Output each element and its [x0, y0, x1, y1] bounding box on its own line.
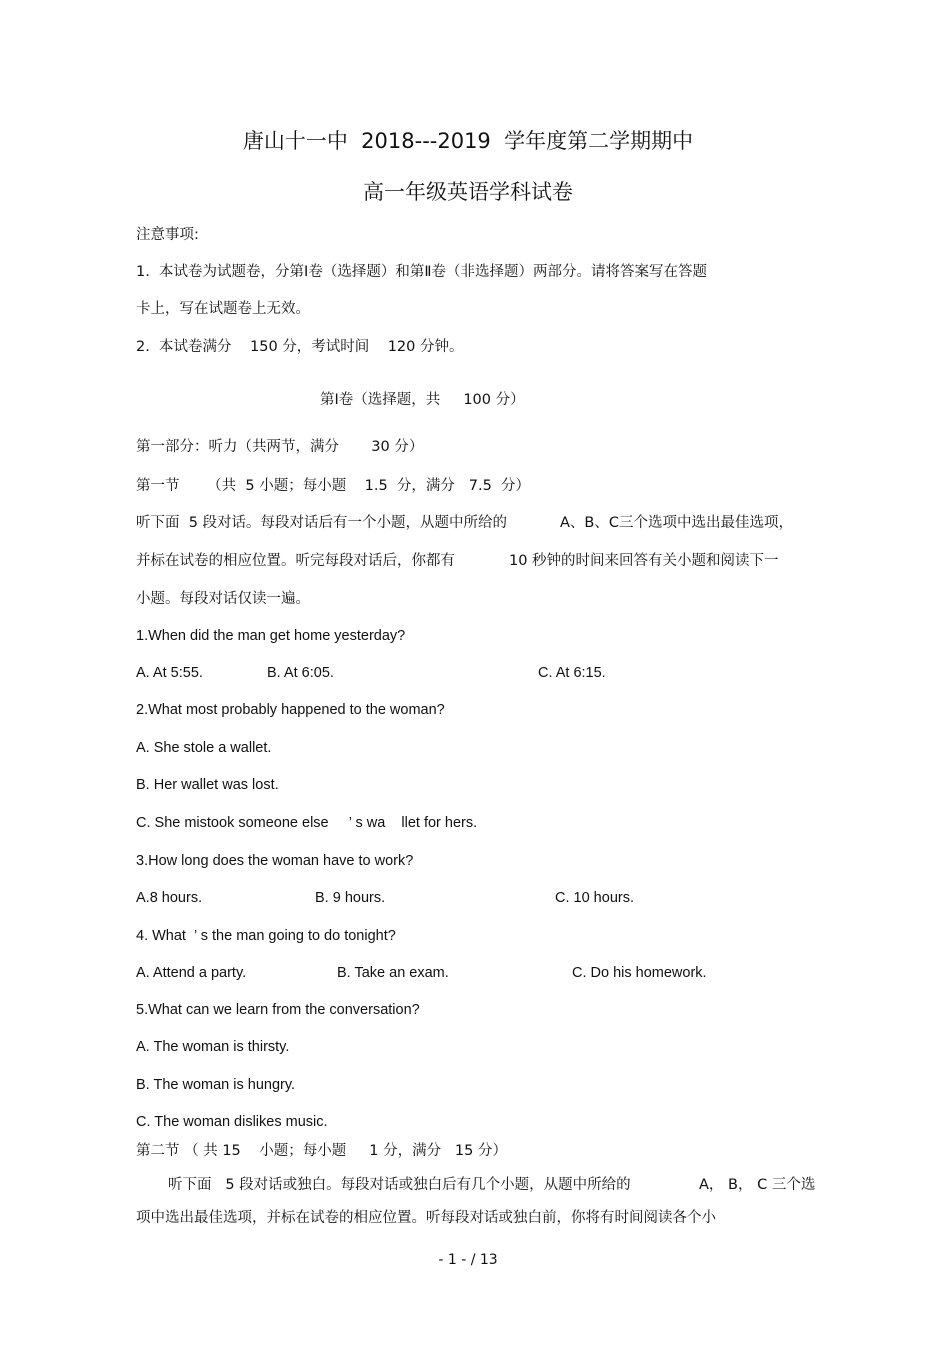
- question-5-option-a: A. The woman is thirsty.: [136, 1039, 290, 1055]
- section-1-heading: 第一节 （共 5 小题；每小题 1.5 分，满分 7.5 分）: [136, 478, 531, 494]
- question-3-option-c: C. 10 hours.: [555, 890, 634, 906]
- question-2-stem: 2.What most probably happened to the woman?: [136, 702, 445, 718]
- section-2-heading: 第二节 （ 共 15 小题；每小题 1 分，满分 15 分）: [136, 1143, 507, 1159]
- instructions-line-1a: 听下面 5 段对话。每段对话后有一个小题，从题中所给的: [136, 515, 508, 531]
- section-2-instructions-line-2: 项中选出最佳选项，并标在试卷的相应位置。听每段对话或独白前，你将有时间阅读各个小: [136, 1210, 716, 1226]
- exam-subtitle: 高一年级英语学科试卷: [363, 180, 573, 204]
- question-3-stem: 3.How long does the woman have to work?: [136, 853, 414, 869]
- question-1-option-c: C. At 6:15.: [538, 665, 606, 681]
- volume-1-heading: 第Ⅰ卷（选择题，共 100 分）: [320, 392, 525, 408]
- section-2-instructions-line-1b: A， B， C 三个选: [699, 1177, 816, 1193]
- question-1-option-a: A. At 5:55.: [136, 665, 203, 681]
- notes-item-1-line-2: 卡上，写在试题卷上无效。: [136, 301, 310, 317]
- notes-item-2: 2. 本试卷满分 150 分，考试时间 120 分钟。: [136, 339, 464, 355]
- question-2-option-c: C. She mistook someone else ’ s wa llet for hers.: [136, 815, 478, 831]
- section-2-instructions-line-1a: 听下面 5 段对话或独白。每段对话或独白后有几个小题，从题中所给的: [168, 1177, 631, 1193]
- instructions-line-1b: A、B、C三个选项中选出最佳选项，: [560, 515, 793, 531]
- page-number: - 1 - / 13: [438, 1252, 498, 1268]
- exam-title: 唐山十一中 2018---2019 学年度第二学期期中: [242, 129, 694, 153]
- notes-heading: 注意事项:: [136, 227, 199, 243]
- question-5-option-b: B. The woman is hungry.: [136, 1077, 296, 1093]
- notes-item-1-line-1: 1. 本试卷为试题卷，分第Ⅰ卷（选择题）和第Ⅱ卷（非选择题）两部分。请将答案写在答题: [136, 264, 707, 280]
- question-2-option-a: A. She stole a wallet.: [136, 740, 272, 756]
- part-1-heading: 第一部分：听力（共两节，满分 30 分）: [136, 439, 424, 455]
- question-3-option-b: B. 9 hours.: [315, 890, 386, 906]
- instructions-line-3: 小题。每段对话仅读一遍。: [136, 591, 310, 607]
- question-5-option-c: C. The woman dislikes music.: [136, 1114, 328, 1130]
- question-1-stem: 1.When did the man get home yesterday?: [136, 628, 406, 644]
- question-4-option-c: C. Do his homework.: [572, 965, 707, 981]
- question-4-option-b: B. Take an exam.: [337, 965, 449, 981]
- instructions-line-2b: 10 秒钟的时间来回答有关小题和阅读下一: [509, 553, 779, 569]
- instructions-line-2a: 并标在试卷的相应位置。听完每段对话后，你都有: [136, 553, 455, 569]
- question-3-option-a: A.8 hours.: [136, 890, 203, 906]
- question-5-stem: 5.What can we learn from the conversation?: [136, 1002, 420, 1018]
- question-4-stem: 4. What ’ s the man going to do tonight?: [136, 928, 396, 944]
- question-1-option-b: B. At 6:05.: [267, 665, 334, 681]
- question-4-option-a: A. Attend a party.: [136, 965, 247, 981]
- question-2-option-b: B. Her wallet was lost.: [136, 777, 279, 793]
